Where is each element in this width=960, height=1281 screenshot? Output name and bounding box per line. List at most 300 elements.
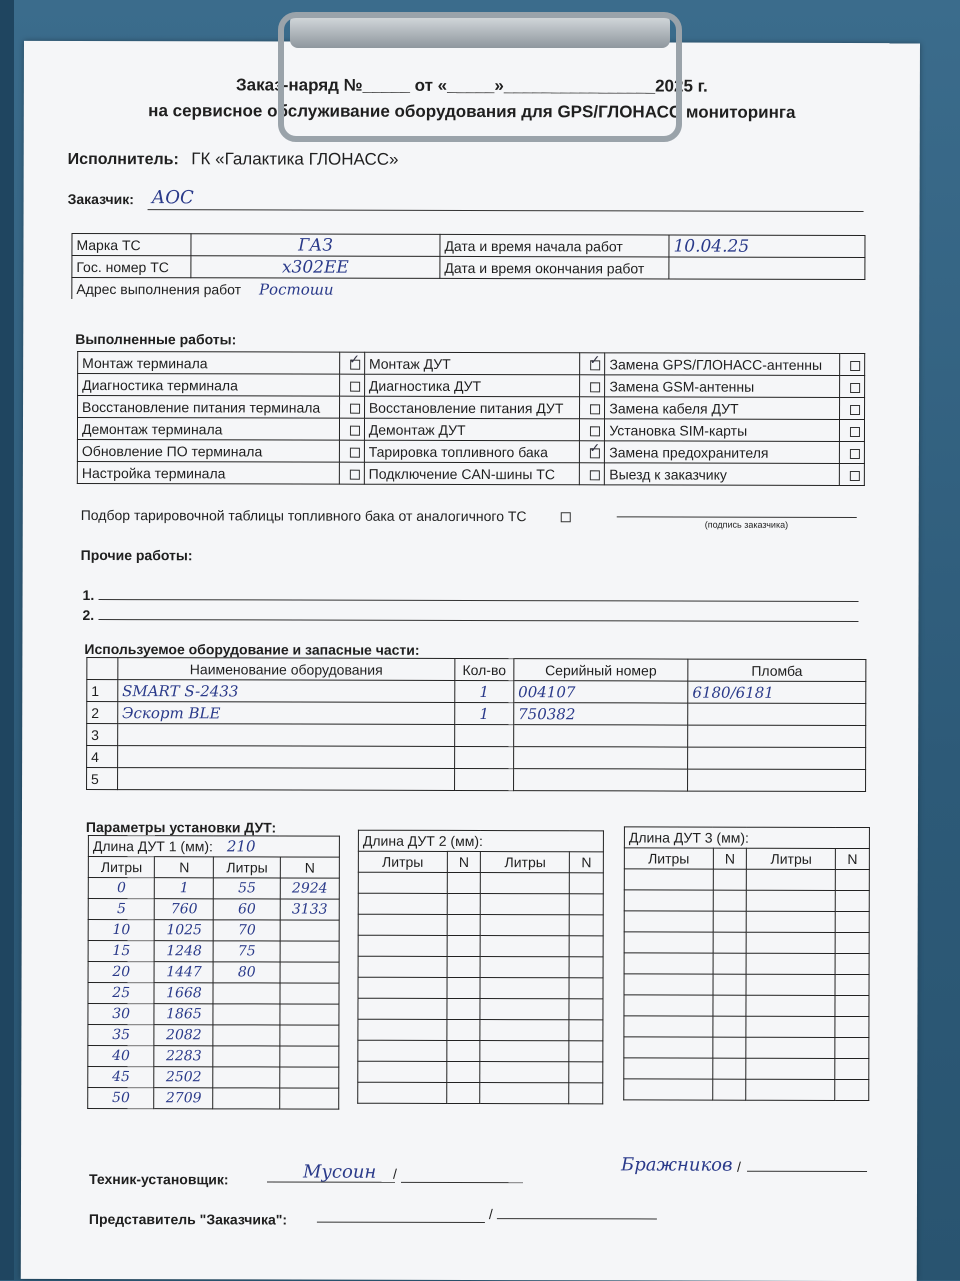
table-row (358, 935, 603, 957)
dut-header-row (624, 848, 869, 870)
dut-cell (213, 1046, 280, 1067)
dut-header-cell: N (155, 857, 214, 878)
work-label: Демонтаж терминала (77, 417, 339, 440)
work-order-sheet (21, 41, 920, 1281)
equipment-header-cell: Наименование оборудования (118, 658, 455, 681)
equipment-cell: 1 (455, 680, 514, 702)
dut-cell (358, 1019, 447, 1040)
table-row (358, 872, 603, 894)
dut-cell (624, 911, 713, 932)
equipment-cell (455, 724, 514, 746)
work-checkbox-cell (339, 374, 364, 396)
address-cell (72, 277, 865, 301)
dut-title-row (88, 835, 339, 857)
dut-cell: 1447 (155, 962, 214, 983)
dut-cell (358, 935, 447, 956)
work-checkbox[interactable] (590, 470, 600, 480)
dut-cell (713, 953, 747, 974)
dut-cell (480, 1020, 569, 1041)
dut-cell (447, 1019, 481, 1040)
work-checkbox-cell (580, 441, 605, 463)
dut-cell (835, 1079, 869, 1100)
work-checkbox[interactable] (591, 360, 601, 370)
dut-cell (747, 890, 836, 911)
works-heading: Выполненные работы: (75, 330, 237, 348)
dut-cell (480, 1062, 569, 1083)
dut-cell: 1025 (155, 920, 214, 941)
equipment-cell (513, 769, 687, 791)
dut-cell (280, 983, 339, 1004)
work-checkbox-cell (839, 441, 864, 463)
dut-cell (481, 957, 570, 978)
equipment-cell: 1 (87, 679, 118, 701)
work-checkbox-cell (580, 375, 605, 397)
work-label: Тарировка топливного бака (364, 440, 580, 463)
work-checkbox[interactable] (590, 382, 600, 392)
dut-cell: 1668 (154, 983, 213, 1004)
dut-cell: 2283 (154, 1046, 213, 1067)
table-row (88, 1066, 339, 1088)
work-label: Демонтаж ДУТ (364, 418, 580, 441)
dut-cell (280, 962, 339, 983)
dut-cell (835, 995, 869, 1016)
dut-cell (447, 872, 481, 893)
dut-cell: 55 (214, 878, 281, 899)
dut-cell (624, 1079, 713, 1100)
customer-value: АОС (151, 187, 194, 209)
dut-cell (624, 995, 713, 1016)
dut-cell (446, 1082, 480, 1103)
table-row (358, 998, 603, 1020)
table-row (358, 956, 603, 978)
end-value (669, 257, 865, 280)
dut-cell (835, 974, 869, 995)
dut-cell (447, 977, 481, 998)
equipment-cell (688, 747, 866, 769)
dut-cell (480, 1041, 569, 1062)
dut-cell: 60 (214, 899, 281, 920)
customer-line (148, 209, 864, 212)
dut-cell (569, 1020, 603, 1041)
start-label: Дата и время начала работ (440, 234, 669, 257)
table-row (87, 745, 866, 769)
dut-cell (447, 1061, 481, 1082)
dut-cell (746, 1037, 835, 1058)
dut-cell (713, 1016, 747, 1037)
work-checkbox-cell (580, 463, 605, 485)
dut-cell (835, 1058, 869, 1079)
equipment-cell (688, 703, 866, 725)
dut-cell: 5 (88, 898, 155, 919)
work-checkbox-cell (839, 419, 864, 441)
table-row (88, 1087, 339, 1109)
equipment-cell: 2 (87, 701, 118, 723)
tech-name-line (747, 1171, 867, 1172)
dut-cell: 80 (214, 962, 281, 983)
calibration-checkbox[interactable] (560, 513, 570, 523)
work-checkbox[interactable] (850, 471, 860, 481)
table-row (624, 1016, 869, 1038)
customer-label: Заказчик: (67, 190, 134, 208)
dut-cell (481, 936, 570, 957)
equipment-cell (117, 768, 454, 791)
equipment-heading: Используемое оборудование и запасные части: (84, 640, 420, 658)
works-row (77, 439, 864, 463)
dut-title-cell (624, 827, 869, 849)
dut-cell: 45 (88, 1066, 155, 1087)
dut-cell (480, 1083, 569, 1104)
dut-cell: 3133 (280, 899, 339, 920)
dut-header-cell: Литры (358, 851, 447, 872)
dut-cell: 25 (88, 982, 155, 1003)
works-row (77, 417, 864, 441)
dut-title: Длина ДУТ 3 (мм): (628, 829, 749, 846)
dut-cell: 0 (88, 877, 155, 898)
equipment-cell: 5 (87, 767, 118, 789)
equipment-cell: 6180/6181 (688, 681, 866, 703)
dut-cell (213, 1004, 280, 1025)
dut-cell (624, 890, 713, 911)
dut-cell: 1248 (155, 941, 214, 962)
dut-cell (747, 932, 836, 953)
work-label: Восстановление питания ДУТ (364, 396, 580, 419)
dut-cell (624, 1058, 713, 1079)
equipment-header-cell: Серийный номер (514, 659, 688, 681)
table-row (88, 961, 339, 983)
work-checkbox-cell (339, 462, 364, 484)
works-table (77, 351, 865, 486)
equipment-header-cell: Кол-во (455, 658, 514, 680)
dut-cell (569, 1041, 603, 1062)
calibration-label: Подбор тарировочной таблицы топливного бака от аналогичного ТС (80, 506, 527, 525)
dut-header-cell: Литры (624, 848, 713, 869)
work-checkbox-cell (840, 397, 865, 419)
work-checkbox-cell (580, 397, 605, 419)
table-row (358, 1082, 603, 1104)
work-checkbox-cell (339, 352, 364, 374)
dut-cell (280, 1025, 339, 1046)
tech-label: Техник-установщик: (89, 1171, 229, 1188)
dut-cell: 10 (88, 919, 155, 940)
works-row (78, 373, 865, 397)
work-label: Настройка терминала (77, 461, 339, 484)
signature-caption: (подпись заказчика) (704, 519, 789, 530)
clipboard-edge (0, 0, 14, 1280)
equipment-cell: 1 (455, 702, 514, 724)
dut-cell (747, 911, 836, 932)
table-row (624, 974, 869, 996)
table-row (624, 1079, 869, 1101)
table-row (88, 940, 339, 962)
table-row (88, 919, 339, 941)
works-row (78, 351, 865, 375)
table-row (87, 767, 866, 791)
work-checkbox[interactable] (350, 469, 360, 479)
equipment-cell (514, 725, 688, 747)
work-checkbox[interactable] (350, 403, 360, 413)
dut-cell (835, 890, 869, 911)
dut-cell (569, 915, 603, 936)
dut-cell (624, 869, 713, 890)
dut-cell (447, 1040, 481, 1061)
dut-cell (447, 935, 481, 956)
dut-header-cell: Литры (747, 848, 836, 869)
work-checkbox[interactable] (850, 361, 860, 371)
dut-cell (624, 932, 713, 953)
work-checkbox[interactable] (590, 426, 600, 436)
dut-cell (480, 999, 569, 1020)
executor-label: Исполнитель: (67, 150, 179, 169)
dut-cell (213, 1088, 280, 1109)
table-row (358, 914, 603, 936)
start-value: 10.04.25 (669, 235, 865, 258)
dut-cell (747, 953, 836, 974)
work-label: Замена GSM-антенны (605, 375, 840, 398)
work-label: Замена предохранителя (605, 441, 840, 464)
dut-cell (481, 894, 570, 915)
equipment-cell: SMART S-2433 (118, 680, 455, 703)
dut-cell (569, 936, 603, 957)
dut-cell (280, 941, 339, 962)
dut-cell (747, 869, 836, 890)
address-label: Адрес выполнения работ (76, 280, 242, 297)
works-row (78, 395, 865, 419)
equipment-cell (455, 746, 514, 768)
dut-cell: 2082 (154, 1025, 213, 1046)
tech-name-handwritten: Бражников (621, 1154, 733, 1176)
work-label: Диагностика ДУТ (364, 374, 580, 397)
equipment-cell (117, 724, 454, 747)
table-row (358, 1019, 603, 1041)
tech-sign-line (267, 1181, 395, 1182)
equipment-cell (117, 746, 454, 769)
dut-title-cell (358, 830, 603, 852)
plate-label: Гос. номер ТС (72, 255, 191, 277)
dut-cell: 50 (88, 1087, 155, 1108)
dut-cell (712, 1079, 746, 1100)
work-checkbox[interactable] (350, 359, 360, 369)
work-checkbox-cell (339, 396, 364, 418)
tech-slash-2: / (737, 1158, 741, 1175)
work-checkbox[interactable] (590, 404, 600, 414)
equipment-cell (688, 725, 866, 747)
dut-cell: 40 (88, 1045, 155, 1066)
clip-ring (278, 12, 682, 142)
dut-header-row (88, 856, 339, 878)
dut-cell (746, 1058, 835, 1079)
work-checkbox[interactable] (850, 427, 860, 437)
work-checkbox[interactable] (350, 381, 360, 391)
other-line-1-num: 1. (82, 586, 95, 604)
dut-cell (447, 893, 481, 914)
dut-cell (713, 911, 747, 932)
dut-cell (480, 978, 569, 999)
dut2-table (357, 830, 604, 1105)
dut-header-cell: N (447, 851, 481, 872)
dut-cell (358, 1040, 447, 1061)
dut-cell (624, 1016, 713, 1037)
works-row (77, 461, 864, 485)
dut-cell: 20 (88, 961, 155, 982)
dut-cell: 2502 (154, 1067, 213, 1088)
dut-cell: 70 (214, 920, 281, 941)
executor-value: ГК «Галактика ГЛОНАСС» (191, 149, 399, 169)
dut-cell (835, 1016, 869, 1037)
work-label: Монтаж ДУТ (364, 352, 580, 375)
dut-cell (746, 1079, 835, 1100)
work-checkbox[interactable] (850, 383, 860, 393)
dut-cell: 1865 (154, 1004, 213, 1025)
dut-cell (447, 998, 481, 1019)
dut-title-cell (88, 835, 339, 857)
equipment-cell (513, 747, 687, 769)
work-label: Восстановление питания терминала (78, 395, 340, 418)
dut-cell (624, 953, 713, 974)
dut-header-cell: N (713, 848, 747, 869)
dut-cell (713, 890, 747, 911)
work-checkbox[interactable] (590, 448, 600, 458)
work-label: Установка SIM-карты (605, 419, 840, 442)
executor-row (68, 149, 399, 170)
dut-cell: 15 (88, 940, 155, 961)
dut-cell: 35 (88, 1024, 155, 1045)
table-row (624, 869, 869, 891)
dut-cell (835, 869, 869, 890)
dut-cell (713, 974, 747, 995)
customer-signature-line (617, 516, 857, 518)
dut-title-row (358, 830, 603, 852)
tech-signature: Мусоин (303, 1161, 377, 1183)
dut-cell (569, 894, 603, 915)
dut-cell (746, 995, 835, 1016)
other-line-1 (99, 599, 859, 602)
work-checkbox[interactable] (850, 405, 860, 415)
dut-cell (835, 932, 869, 953)
equipment-cell (688, 769, 866, 791)
equipment-cell (455, 768, 514, 790)
dut-cell (746, 1016, 835, 1037)
dut-cell (713, 932, 747, 953)
table-row (624, 995, 869, 1017)
table-row (88, 1003, 339, 1025)
equipment-table (86, 657, 866, 792)
dut-header-row (358, 851, 603, 873)
dut-header-cell: Литры (214, 857, 281, 878)
dut-cell (569, 1083, 603, 1104)
rep-slash: / (488, 1206, 493, 1223)
table-row (87, 679, 866, 703)
dut-cell: 75 (214, 941, 281, 962)
table-row (624, 1037, 869, 1059)
dut-cell (569, 978, 603, 999)
table-row (624, 911, 869, 933)
work-checkbox-cell (339, 418, 364, 440)
dut-heading: Параметры установки ДУТ: (85, 818, 277, 836)
table-row (358, 893, 603, 915)
vehicle-table (71, 233, 865, 301)
table-row (87, 723, 866, 747)
table-row (624, 890, 869, 912)
dut-cell (280, 1046, 339, 1067)
equipment-cell: 004107 (514, 681, 688, 703)
work-checkbox-cell (840, 353, 865, 375)
other-works-heading: Прочие работы: (80, 546, 193, 564)
equipment-header-cell: Пломба (688, 659, 866, 681)
work-label: Выезд к заказчику (605, 463, 840, 486)
dut-title: Длина ДУТ 2 (мм): (362, 832, 483, 850)
dut-cell (358, 998, 447, 1019)
tech-sign-line-2 (401, 1182, 523, 1183)
dut-cell (213, 983, 280, 1004)
dut-cell (280, 1004, 339, 1025)
work-label: Подключение CAN-шины ТС (364, 462, 580, 485)
dut-length-value: 210 (226, 837, 256, 856)
dut-header-cell: Литры (481, 852, 570, 873)
dut-cell (746, 974, 835, 995)
brand-label: Марка ТС (72, 233, 191, 255)
dut-cell (358, 1082, 447, 1103)
table-row (358, 977, 603, 999)
dut-header-cell: Литры (88, 856, 155, 877)
work-checkbox[interactable] (350, 447, 360, 457)
dut-cell (713, 869, 747, 890)
table-row (88, 1024, 339, 1046)
table-row (624, 932, 869, 954)
table-row (358, 1040, 603, 1062)
table-row (88, 898, 339, 920)
dut-cell: 1 (155, 878, 214, 899)
dut-cell (569, 1062, 603, 1083)
work-checkbox[interactable] (350, 425, 360, 435)
dut-cell: 2709 (154, 1088, 213, 1109)
dut-header-cell: N (836, 848, 870, 869)
work-checkbox-cell (580, 353, 605, 375)
dut-cell (280, 1088, 339, 1109)
table-row (88, 1045, 339, 1067)
dut-cell (358, 893, 447, 914)
other-line-2-num: 2. (82, 606, 95, 624)
equipment-header-cell (87, 657, 118, 679)
dut-cell: 30 (88, 1003, 155, 1024)
table-row (624, 953, 869, 975)
work-label: Замена кабеля ДУТ (605, 397, 840, 420)
dut-cell (358, 1061, 447, 1082)
work-checkbox-cell (840, 375, 865, 397)
end-label: Дата и время окончания работ (440, 256, 669, 279)
dut-cell (569, 873, 603, 894)
table-row (358, 1061, 603, 1083)
work-label: Обновление ПО терминала (77, 439, 339, 462)
dut-cell (569, 999, 603, 1020)
dut-cell (624, 1037, 713, 1058)
dut-cell (835, 953, 869, 974)
dut-cell (358, 914, 447, 935)
work-checkbox-cell (580, 419, 605, 441)
title-line-2: на сервисное обслуживание оборудования для GPS/ГЛОНАСС мониторинга (148, 101, 796, 122)
dut-cell (835, 1037, 869, 1058)
work-label: Замена GPS/ГЛОНАСС-антенны (605, 353, 840, 376)
equipment-cell: 3 (87, 723, 118, 745)
table-row (87, 701, 866, 725)
dut3-table (623, 826, 870, 1101)
dut-cell (447, 956, 481, 977)
dut-title-row (624, 827, 869, 849)
dut-header-cell: N (570, 852, 604, 873)
table-row (88, 982, 339, 1004)
dut-title: Длина ДУТ 1 (мм): (92, 838, 213, 855)
dut-cell (358, 977, 447, 998)
work-checkbox[interactable] (850, 449, 860, 459)
